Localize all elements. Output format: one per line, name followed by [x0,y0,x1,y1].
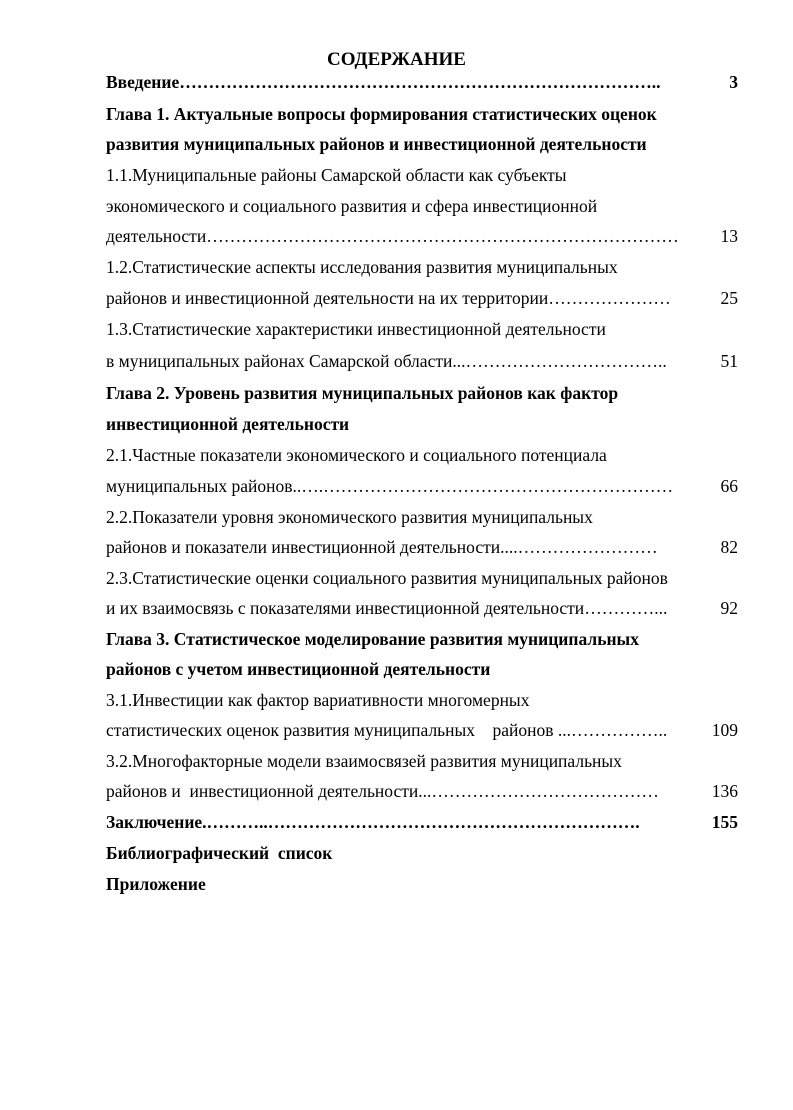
toc-page-number: 66 [720,476,738,496]
toc-leader-dots: ...………………………………… [418,781,659,801]
toc-entry-text: районов и инвестиционной деятельности [106,781,419,801]
section-1-1-line-1: 1.1.Муниципальные районы Самарской области как субъекты [106,165,567,185]
toc-page-number: 155 [707,812,738,832]
chapter-2-heading-line-1: Глава 2. Уровень развития муниципальных районов как фактор [106,383,619,403]
toc-entry-text: районов и показатели инвестиционной деятельности [106,537,501,557]
section-1-3-line-1: 1.3.Статистические характеристики инвестиционной деятельности [106,319,606,339]
toc-entry-text: в муниципальных районах Самарской области [106,351,453,371]
section-3-1-last-line [106,716,738,744]
section-1-3-last-line [106,347,738,375]
toc-page-number: 109 [711,720,738,740]
page-title: СОДЕРЖАНИЕ [327,49,466,70]
section-1-2-line-1: 1.2.Статистические аспекты исследования развития муниципальных [106,257,618,277]
section-2-2-last-line [106,533,738,561]
toc-entry-text: статистических оценок развития муниципальных районов [106,720,558,740]
chapter-2-heading-line-2: инвестиционной деятельности [106,414,350,434]
section-3-2-last-line [106,777,738,805]
section-1-2-last-line [106,284,738,312]
toc-page-number: 92 [720,598,738,618]
toc-entry-text: районов и инвестиционной деятельности на их территории [106,288,549,308]
section-2-3-last-line [106,594,738,622]
section-2-1-last-line [106,472,738,500]
section-2-1-line-1: 2.1.Частные показатели экономического и социального потенциала [106,445,607,465]
toc-entry-text: муниципальных районов [106,476,293,496]
toc-entry-conclusion [106,808,738,836]
chapter-1-heading-line-2: развития муниципальных районов и инвестиционной деятельности [106,134,647,154]
section-3-1-line-1: 3.1.Инвестиции как фактор вариативности многомерных [106,690,530,710]
toc-page-number: 25 [720,288,738,308]
chapter-3-heading-line-2: районов с учетом инвестиционной деятельности [106,659,491,679]
toc-leader-dots: .………..………………………………………………………. [202,812,640,832]
toc-leader-dots: ……………………………………………………………………….. [179,72,661,92]
section-3-2-line-1: 3.2.Многофакторные модели взаимосвязей развития муниципальных [106,751,622,771]
toc-leader-dots: ...…………….. [557,720,668,740]
toc-entry-bibliography: Библиографический список [106,843,333,863]
toc-leader-dots: ....…………………… [500,537,658,557]
toc-page-number: 82 [720,537,738,557]
section-1-1-last-line [106,222,738,250]
toc-leader-dots: ..….…………………………………………………… [292,476,674,496]
toc-leader-dots: ………………… [548,288,671,308]
toc-entry-appendix: Приложение [106,874,206,894]
toc-entry-label: Введение [106,72,180,92]
toc-leader-dots: ……………………………………………………………………… [206,226,679,246]
toc-page-number: 51 [720,351,738,371]
toc-entry-intro [106,68,738,96]
toc-leader-dots: ...…………………………….. [452,351,667,371]
toc-entry-label: Заключение [106,812,203,832]
toc-leader-dots: …………... [584,598,668,618]
toc-page-number: 13 [720,226,738,246]
toc-page-number: 3 [729,72,738,92]
chapter-3-heading-line-1: Глава 3. Статистическое моделирование развития муниципальных [106,629,639,649]
toc-entry-text: и их взаимосвязь с показателями инвестиционной деятельности [106,598,585,618]
section-2-2-line-1: 2.2.Показатели уровня экономического развития муниципальных [106,507,593,527]
toc-entry-text: деятельности [106,226,207,246]
toc-page-number: 136 [707,781,738,801]
section-2-3-line-1: 2.3.Статистические оценки социального развития муниципальных районов [106,568,668,588]
chapter-1-heading-line-1: Глава 1. Актуальные вопросы формирования статистических оценок [106,104,657,124]
section-1-1-line-2: экономического и социального развития и сфера инвестиционной [106,196,598,216]
